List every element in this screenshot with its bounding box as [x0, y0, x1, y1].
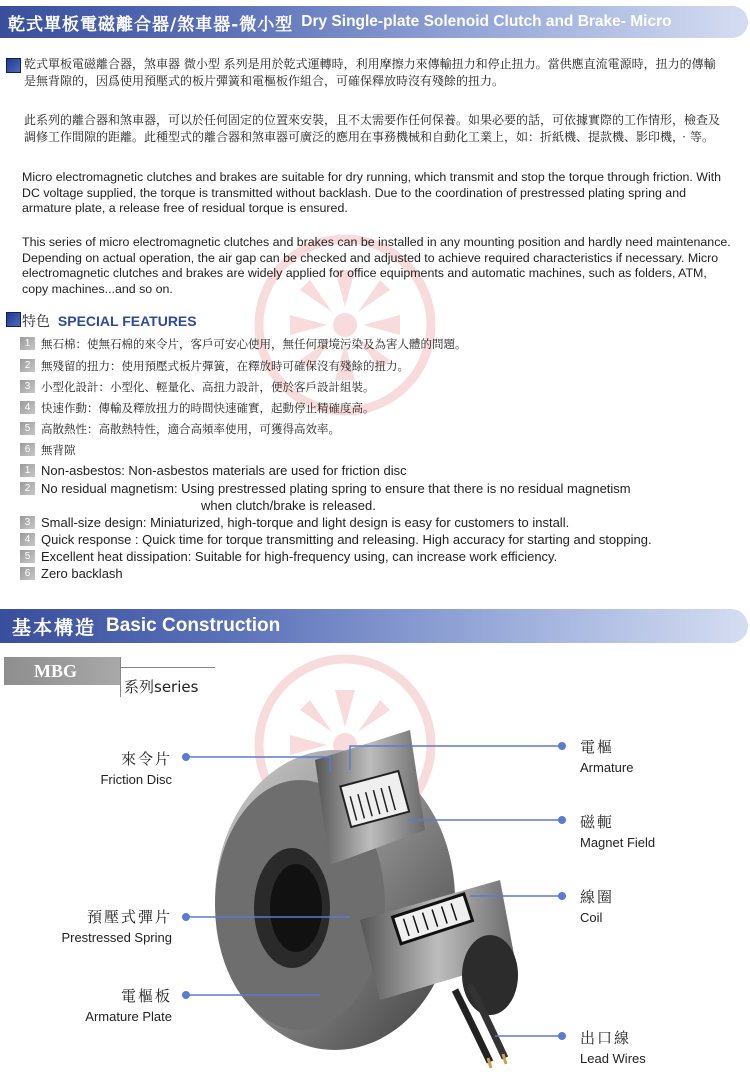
- feature-number-badge: 1: [20, 337, 35, 350]
- label-lead-wires: [580, 1027, 646, 1066]
- feature-en-item: [20, 566, 123, 581]
- feature-en-text-continuation: when clutch/brake is released.: [201, 498, 376, 513]
- lower-bore: [462, 935, 518, 1015]
- feature-number-badge: 4: [20, 533, 35, 546]
- label-friction-disc-zh: 來令片: [120, 750, 172, 768]
- intro-zh-paragraph-1: 乾式單板電磁離合器，煞車器 微小型 系列是用於乾式運轉時，利用摩擦力來傳輸扭力和停止扭力。當供應直流電源時，扭力的傳輸是無背隙的，因爲使用預壓式的板片彈簧和電樞板作組合，可確保釋放時沒有殘餘的扭力。: [24, 57, 716, 88]
- feature-number-badge: 1: [20, 464, 35, 477]
- feature-number-badge: 3: [20, 380, 35, 393]
- feature-zh-text: 快速作動：傳輸及釋放扭力的時間快速確實，起動停止精確度高。: [41, 401, 375, 415]
- features-title-zh: 特色: [22, 314, 50, 330]
- feature-en-text: Non-asbestos: Non-asbestos materials are used for friction disc: [41, 463, 407, 478]
- feature-zh-text: 高散熱性：高散熱特性，適合高頻率使用，可獲得高效率。: [41, 422, 340, 436]
- feature-en-text: Excellent heat dissipation: Suitable for high-frequency using, can increase work efficiency.: [41, 549, 558, 564]
- feature-zh-text: 無背隙: [41, 443, 76, 457]
- label-coil-zh: 線圈: [580, 888, 615, 906]
- feature-en-text: Zero backlash: [41, 566, 123, 581]
- feature-number-badge: 3: [20, 516, 35, 529]
- label-lead-wires-zh: 出口線: [580, 1029, 632, 1047]
- feature-en-item: [20, 481, 631, 496]
- feature-number-badge: 2: [20, 482, 35, 495]
- feature-en-text: No residual magnetism: Using prestressed plating spring to ensure that there is no residual magnetism: [41, 481, 631, 496]
- series-label: 系列series: [124, 678, 199, 696]
- feature-zh-text: 小型化設計：小型化、輕量化、高扭力設計，便於客戶設計組裝。: [41, 380, 375, 394]
- pointer-dot: [182, 913, 190, 921]
- header-title-en: Dry Single-plate Solenoid Clutch and Brake- Micro: [301, 13, 672, 30]
- feature-number-badge: 2: [20, 359, 35, 372]
- feature-zh-item: [20, 400, 375, 416]
- header-title-zh: 乾式單板電磁離合器/煞車器-微小型: [8, 14, 294, 35]
- series-tab: MBG: [4, 657, 120, 685]
- feature-zh-item: [20, 442, 76, 458]
- pointer-dot: [558, 892, 566, 900]
- construction-banner: [0, 609, 748, 643]
- label-lead-wires-en: Lead Wires: [580, 1051, 646, 1066]
- pointer-dot: [558, 742, 566, 750]
- label-armature: [580, 736, 633, 775]
- label-armature-zh: 電樞: [580, 738, 615, 756]
- label-magnet-field: [580, 811, 655, 850]
- label-prestressed-spring: [61, 906, 172, 945]
- pointer-dot: [558, 816, 566, 824]
- construction-title-en: Basic Construction: [106, 615, 281, 636]
- label-prestressed-spring-zh: 預壓式彈片: [86, 908, 172, 926]
- intro-en-paragraph-1: Micro electromagnetic clutches and brakes are suitable for dry running, which transmit and stop the torque through friction. With DC voltage supplied, the torque is transmitted without backlash. Due to the coordination of prestressed plating spring and armature plate, a release free of residual torque is ensured.: [22, 170, 722, 215]
- intro-zh-paragraph-2: 此系列的離合器和煞車器，可以於任何固定的位置來安裝，且不太需要作任何保養。如果必要的話，可依據實際的工作情形，檢查及調修工作間隙的距離。此種型式的離合器和煞車器可廣泛的應用在事務機械和自動化工業上，如：折紙機、提款機、影印機，‧等。: [24, 113, 721, 144]
- label-friction-disc: [100, 748, 172, 787]
- features-title-en: SPECIAL FEATURES: [57, 313, 197, 329]
- label-prestressed-spring-en: Prestressed Spring: [61, 930, 172, 945]
- label-coil: [580, 886, 614, 925]
- label-coil-en: Coil: [580, 910, 603, 925]
- feature-number-badge: 6: [20, 443, 35, 456]
- label-armature-plate-zh: 電樞板: [120, 987, 172, 1005]
- feature-en-text: Small-size design: Miniaturized, high-torque and light design is easy for customers to install.: [41, 515, 570, 530]
- feature-zh-item: [20, 336, 467, 352]
- feature-zh-item: [20, 379, 375, 395]
- pointer-dot: [182, 753, 190, 761]
- feature-number-badge: 5: [20, 550, 35, 563]
- feature-en-text: Quick response : Quick time for torque transmitting and releasing. High accuracy for starting and stopping.: [41, 532, 652, 547]
- construction-title-zh: 基本構造: [12, 616, 97, 639]
- intro-en-paragraph-2: This series of micro electromagnetic clutches and brakes can be installed in any mounting position and hardly need maintenance. Depending on actual operation, the air gap can be checked and adjusted to achieve required characteristics if necessary. Micro electromagnetic clutches and brakes are widely applied for office equipments and automatic machines, such as folders, ATM, copy machines...and so on.: [22, 235, 731, 296]
- features-title: [22, 311, 197, 331]
- label-armature-plate-en: Armature Plate: [85, 1009, 172, 1024]
- label-armature-en: Armature: [580, 760, 634, 775]
- feature-zh-item: [20, 358, 409, 374]
- section-bullet-icon: [6, 58, 21, 73]
- label-magnet-field-en: Magnet Field: [580, 835, 656, 850]
- feature-zh-item: [20, 421, 340, 437]
- label-armature-plate: [85, 985, 172, 1024]
- feature-zh-text: 無殘留的扭力：使用預壓式板片彈簧，在釋放時可確保沒有殘餘的扭力。: [41, 359, 409, 373]
- feature-number-badge: 6: [20, 567, 35, 580]
- feature-en-item: [20, 549, 557, 564]
- divider: [120, 667, 215, 668]
- pointer-dot: [182, 991, 190, 999]
- feature-en-item: [20, 532, 652, 547]
- label-magnet-field-zh: 磁軛: [580, 813, 615, 831]
- divider: [120, 657, 121, 697]
- clutch-bore-inner: [270, 864, 322, 952]
- feature-en-item: [20, 463, 407, 478]
- label-friction-disc-en: Friction Disc: [100, 772, 172, 787]
- feature-number-badge: 5: [20, 422, 35, 435]
- feature-zh-text: 無石棉：使無石棉的來令片，客戶可安心使用，無任何環境污染及為害人體的問題。: [41, 337, 467, 351]
- feature-number-badge: 4: [20, 401, 35, 414]
- features-bullet-icon: [6, 312, 21, 327]
- feature-en-item: [20, 515, 569, 530]
- pointer-dot: [558, 1032, 566, 1040]
